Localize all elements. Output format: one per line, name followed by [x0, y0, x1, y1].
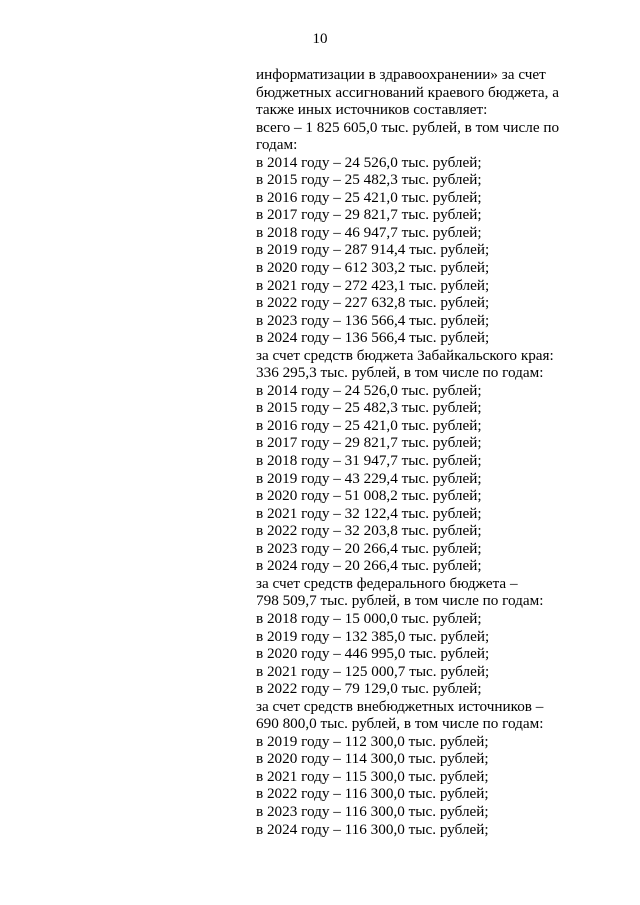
text-line: за счет средств внебюджетных источников – [256, 697, 544, 715]
document-body [256, 66, 586, 838]
text-line: в 2024 году – 20 266,4 тыс. рублей; [256, 557, 482, 575]
text-line: бюджетных ассигнований краевого бюджета, а [256, 83, 559, 101]
text-line: в 2020 году – 51 008,2 тыс. рублей; [256, 487, 482, 505]
text-line: в 2021 году – 272 423,1 тыс. рублей; [256, 276, 490, 294]
text-line: в 2019 году – 287 914,4 тыс. рублей; [256, 241, 490, 259]
text-line: в 2018 году – 46 947,7 тыс. рублей; [256, 223, 482, 241]
text-line: в 2022 году – 32 203,8 тыс. рублей; [256, 522, 482, 540]
text-line: в 2020 году – 612 303,2 тыс. рублей; [256, 259, 490, 277]
text-line: в 2014 году – 24 526,0 тыс. рублей; [256, 381, 482, 399]
text-line: в 2020 году – 446 995,0 тыс. рублей; [256, 645, 490, 663]
text-line: в 2019 году – 112 300,0 тыс. рублей; [256, 732, 489, 750]
text-line: в 2019 году – 43 229,4 тыс. рублей; [256, 469, 482, 487]
text-line: в 2018 году – 15 000,0 тыс. рублей; [256, 609, 482, 627]
text-line: в 2020 году – 114 300,0 тыс. рублей; [256, 750, 489, 768]
text-line: в 2021 году – 32 122,4 тыс. рублей; [256, 504, 482, 522]
text-line: в 2019 году – 132 385,0 тыс. рублей; [256, 627, 490, 645]
text-line: в 2024 году – 116 300,0 тыс. рублей; [256, 820, 489, 838]
text-line: также иных источников составляет: [256, 101, 488, 119]
text-line: в 2017 году – 29 821,7 тыс. рублей; [256, 434, 482, 452]
text-line: всего – 1 825 605,0 тыс. рублей, в том числе по [256, 118, 560, 136]
text-line: в 2015 году – 25 482,3 тыс. рублей; [256, 171, 482, 189]
text-line: в 2014 году – 24 526,0 тыс. рублей; [256, 153, 482, 171]
text-line: в 2023 году – 136 566,4 тыс. рублей; [256, 311, 490, 329]
text-line: годам: [256, 136, 298, 154]
text-line: в 2015 году – 25 482,3 тыс. рублей; [256, 399, 482, 417]
text-line: в 2018 году – 31 947,7 тыс. рублей; [256, 452, 482, 470]
text-line: в 2022 году – 79 129,0 тыс. рублей; [256, 680, 482, 698]
text-line: в 2023 году – 116 300,0 тыс. рублей; [256, 802, 489, 820]
text-line: в 2023 году – 20 266,4 тыс. рублей; [256, 539, 482, 557]
text-line: информатизации в здравоохранении» за счет [256, 66, 546, 83]
text-line: за счет средств бюджета Забайкальского края: [256, 346, 554, 364]
text-line: в 2021 году – 115 300,0 тыс. рублей; [256, 767, 489, 785]
text-line: в 2024 году – 136 566,4 тыс. рублей; [256, 329, 490, 347]
text-line: в 2017 году – 29 821,7 тыс. рублей; [256, 206, 482, 224]
text-line: в 2021 году – 125 000,7 тыс. рублей; [256, 662, 490, 680]
text-line: 336 295,3 тыс. рублей, в том числе по годам: [256, 364, 544, 382]
text-line: 798 509,7 тыс. рублей, в том числе по годам: [256, 592, 544, 610]
text-line: в 2016 году – 25 421,0 тыс. рублей; [256, 188, 482, 206]
text-line: в 2022 году – 116 300,0 тыс. рублей; [256, 785, 489, 803]
text-line: в 2016 году – 25 421,0 тыс. рублей; [256, 416, 482, 434]
text-line: в 2022 году – 227 632,8 тыс. рублей; [256, 294, 490, 312]
text-line: за счет средств федерального бюджета – [256, 574, 518, 592]
page-number: 10 [312, 31, 328, 47]
text-line: 690 800,0 тыс. рублей, в том числе по годам: [256, 715, 544, 733]
